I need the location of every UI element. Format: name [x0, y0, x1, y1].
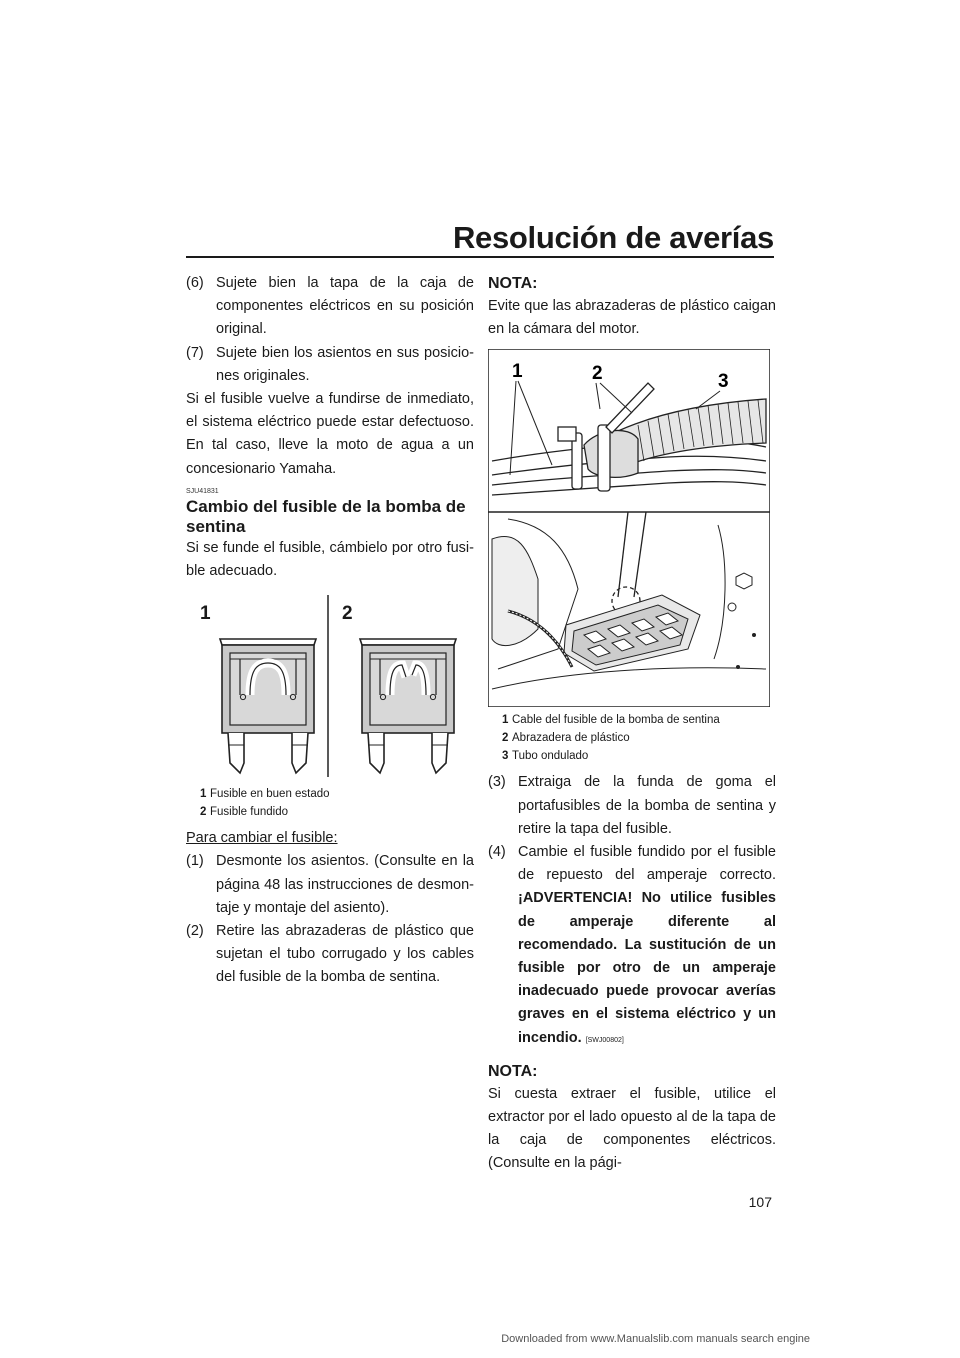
caption-item: 2 Abrazadera de plástico: [502, 732, 630, 745]
nota-heading: NOTA:: [488, 275, 538, 292]
step-text: Sujete bien la tapa de la caja de componentes eléctricos en su posición original.: [216, 275, 474, 338]
step-4: [488, 841, 776, 1052]
section-intro: Si se funde el fusible, cámbielo por otro fusible adecuado.: [186, 539, 474, 580]
fuse-figure-captions: [186, 785, 474, 821]
caption-item: 1 Fusible en buen estado: [200, 788, 330, 801]
good-fuse-icon: [220, 639, 316, 773]
warning-text: ¡ADVERTENCIA! No utilice fusibles de amperaje diferente al recomendado. La sustitución de un fusible por otro de un amperaje inadecuado puede provocar averías graves en el sistema eléctrico y un incendio.: [518, 890, 776, 1046]
step-text: Cambie el fusible fundido por el fusible de repuesto del amperaje correcto.: [518, 844, 776, 884]
fuse-warning-paragraph: Si el fusible vuelve a fundirse de inmediato, el sistema eléctrico puede estar defectuoso. En tal caso, lleve la moto de agua a un concesionario Yamaha.: [186, 391, 474, 477]
step-number: (3): [488, 774, 506, 791]
nota-heading: NOTA:: [488, 1062, 538, 1080]
right-column: [488, 272, 776, 1176]
step-text: Sujete bien los asientos en sus posiciones originales.: [216, 344, 474, 384]
step-number: (6): [186, 275, 204, 291]
step-text: Extraiga de la funda de goma el portafusibles de la bomba de sentina y retire la tapa del fusible.: [518, 774, 776, 837]
fuse-label-1: 1: [200, 603, 211, 625]
nota-text: Evite que las abrazaderas de plástico caigan en la cámara del motor.: [488, 298, 776, 338]
step-number: (2): [186, 923, 204, 940]
step-7: [186, 342, 474, 388]
nota-text: Si cuesta extraer el fusible, utilice el extractor por el lado opuesto al de la tapa de la caja de componentes eléctricos. (Consulte en la pági-: [488, 1085, 776, 1172]
fuse-figure: [186, 587, 474, 785]
page-number: 107: [748, 1194, 772, 1210]
caption-item: 3 Tubo ondulado: [502, 750, 589, 763]
callout-2: 2: [592, 363, 603, 385]
engine-figure-captions: [488, 711, 776, 765]
caption-item: 1 Cable del fusible de la bomba de sentina: [502, 714, 720, 727]
section-title: Cambio del fusible de la bomba de sentina: [186, 496, 466, 536]
warning-code: [SWJ00802]: [585, 1036, 624, 1044]
section-code: SJU41831: [186, 487, 219, 495]
step-3: [488, 771, 776, 841]
site-watermark: Downloaded from www.Manualslib.com manuals search engine: [501, 1333, 810, 1345]
step-2: [186, 920, 474, 990]
fuse-illustration: [186, 587, 474, 785]
step-number: (4): [488, 844, 506, 861]
step-1: [186, 850, 474, 920]
procedure-heading: Para cambiar el fusible:: [186, 830, 338, 847]
caption-item: 2 Fusible fundido: [200, 806, 288, 819]
title-rule: [186, 256, 774, 258]
callout-3: 3: [718, 371, 729, 393]
engine-photo-illustration: [488, 349, 770, 707]
fuse-label-2: 2: [342, 603, 353, 625]
blown-fuse-icon: [360, 639, 456, 773]
step-number: (1): [186, 853, 204, 870]
step-6: [186, 272, 474, 342]
engine-photo-figure: [488, 349, 776, 707]
left-column: [186, 272, 474, 990]
step-text: Desmonte los asientos. (Consulte en la página 48 las instrucciones de desmontaje y montaje del asiento).: [216, 853, 474, 916]
callout-1: 1: [512, 361, 523, 383]
page-title: Resolución de averías: [452, 220, 774, 255]
step-number: (7): [186, 344, 204, 361]
step-text: Retire las abrazaderas de plástico que sujetan el tubo corrugado y los cables del fusible de la bomba de sentina.: [216, 923, 474, 986]
